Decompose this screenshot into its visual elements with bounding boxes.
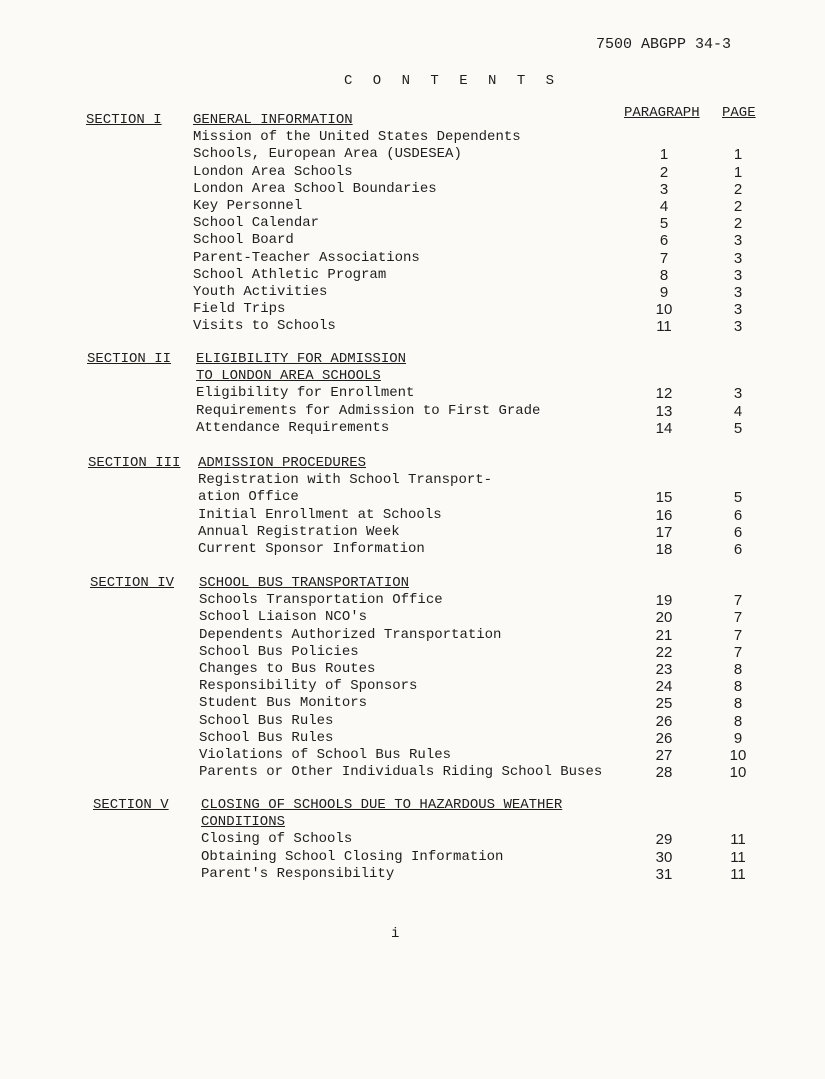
- entry-paragraph-number: 22: [655, 644, 673, 661]
- entry-page-number: 3: [733, 232, 743, 249]
- section-title: GENERAL INFORMATION: [193, 112, 353, 128]
- entry-title: Eligibility for Enrollment: [196, 385, 415, 401]
- entry-page-number: 2: [733, 198, 743, 215]
- section-label: SECTION III: [88, 455, 181, 471]
- entry-paragraph-number: 3: [659, 181, 669, 198]
- entry-paragraph-number: 21: [655, 627, 673, 644]
- entry-title: Initial Enrollment at Schools: [198, 507, 442, 523]
- entry-title: Obtaining School Closing Information: [201, 849, 504, 865]
- entry-title: Closing of Schools: [201, 831, 353, 847]
- entry-title: Key Personnel: [193, 198, 303, 214]
- entry-title: Dependents Authorized Transportation: [199, 627, 502, 643]
- entry-page-number: 5: [733, 489, 743, 506]
- page-column-header: PAGE: [722, 105, 756, 121]
- entry-paragraph-number: 26: [655, 730, 673, 747]
- entry-title: Parent-Teacher Associations: [193, 250, 420, 266]
- entry-title: School Bus Rules: [199, 713, 334, 729]
- entry-paragraph-number: 5: [659, 215, 669, 232]
- toc-entry: [0, 385, 760, 402]
- entry-page-number: 3: [733, 301, 743, 318]
- entry-page-number: 8: [733, 695, 743, 712]
- entry-paragraph-number: 17: [655, 524, 673, 541]
- entry-paragraph-number: 4: [659, 198, 669, 215]
- entry-title: Schools Transportation Office: [199, 592, 443, 608]
- entry-page-number: 8: [733, 661, 743, 678]
- entry-paragraph-number: 15: [655, 489, 673, 506]
- section-title: CLOSING OF SCHOOLS DUE TO HAZARDOUS WEATHER: [201, 797, 563, 813]
- toc-entry: [0, 198, 760, 215]
- entry-page-number: 1: [733, 164, 743, 181]
- toc-entry: [0, 678, 760, 695]
- entry-title: Parent's Responsibility: [201, 866, 395, 882]
- section-title: ELIGIBILITY FOR ADMISSION: [196, 351, 407, 367]
- entry-page-number: 3: [733, 318, 743, 335]
- entry-title: London Area Schools: [193, 164, 353, 180]
- toc-entry: [0, 541, 760, 558]
- toc-entry: [0, 146, 760, 163]
- entry-title: Mission of the United States Dependents: [193, 129, 521, 145]
- entry-title: Requirements for Admission to First Grade: [196, 403, 541, 419]
- entry-page-number: 7: [733, 609, 743, 626]
- toc-entry: [0, 215, 760, 232]
- section-title: ADMISSION PROCEDURES: [198, 455, 367, 471]
- entry-paragraph-number: 25: [655, 695, 673, 712]
- page-number: i: [391, 926, 400, 942]
- toc-entry: [0, 472, 760, 489]
- entry-page-number: 3: [733, 267, 743, 284]
- entry-page-number: 4: [733, 403, 743, 420]
- entry-paragraph-number: 6: [659, 232, 669, 249]
- entry-title: Attendance Requirements: [196, 420, 390, 436]
- section-label: SECTION IV: [90, 575, 175, 591]
- section-title: SCHOOL BUS TRANSPORTATION: [199, 575, 410, 591]
- entry-page-number: 11: [730, 866, 746, 883]
- entry-title: School Bus Rules: [199, 730, 334, 746]
- entry-page-number: 6: [733, 524, 743, 541]
- entry-paragraph-number: 8: [659, 267, 669, 284]
- entry-title: School Board: [193, 232, 294, 248]
- entry-page-number: 1: [733, 146, 743, 163]
- section-title: CONDITIONS: [201, 814, 286, 831]
- entry-page-number: 5: [733, 420, 743, 437]
- entry-title: Changes to Bus Routes: [199, 661, 376, 677]
- entry-title: School Liaison NCO's: [199, 609, 368, 625]
- entry-paragraph-number: 11: [656, 318, 672, 335]
- entry-page-number: 10: [729, 764, 747, 781]
- entry-paragraph-number: 1: [659, 146, 669, 163]
- entry-title: Parents or Other Individuals Riding School Buses: [199, 764, 603, 780]
- entry-paragraph-number: 16: [655, 507, 673, 524]
- toc-entry: [0, 489, 760, 506]
- toc-entry: [0, 318, 760, 335]
- toc-entry: [0, 730, 760, 747]
- entry-title: London Area School Boundaries: [193, 181, 437, 197]
- entry-title: Annual Registration Week: [198, 524, 400, 540]
- entry-title: Youth Activities: [193, 284, 328, 300]
- entry-paragraph-number: 14: [655, 420, 673, 437]
- entry-paragraph-number: 23: [655, 661, 673, 678]
- section-label: SECTION II: [87, 351, 172, 367]
- toc-entry: [0, 267, 760, 284]
- entry-paragraph-number: 24: [655, 678, 673, 695]
- entry-paragraph-number: 9: [659, 284, 669, 301]
- toc-entry: [0, 164, 760, 181]
- toc-entry: [0, 695, 760, 712]
- entry-title: Visits to Schools: [193, 318, 336, 334]
- entry-page-number: 8: [733, 713, 743, 730]
- entry-title: Registration with School Transport-: [198, 472, 493, 488]
- entry-page-number: 7: [733, 644, 743, 661]
- entry-title: School Bus Policies: [199, 644, 359, 660]
- entry-paragraph-number: 10: [655, 301, 673, 318]
- toc-entry: [0, 849, 760, 866]
- entry-page-number: 3: [733, 284, 743, 301]
- entry-paragraph-number: 28: [655, 764, 673, 781]
- toc-entry: [0, 609, 760, 626]
- entry-page-number: 7: [733, 592, 743, 609]
- toc-entry: [0, 831, 760, 848]
- entry-paragraph-number: 19: [655, 592, 673, 609]
- entry-title: Field Trips: [193, 301, 286, 317]
- toc-entry: [0, 507, 760, 524]
- toc-entry: [0, 764, 760, 781]
- toc-entry: [0, 524, 760, 541]
- entry-title: School Athletic Program: [193, 267, 387, 283]
- entry-paragraph-number: 7: [659, 250, 669, 267]
- toc-entry: [0, 301, 760, 318]
- document-code: 7500 ABGPP 34-3: [596, 36, 732, 53]
- toc-entry: [0, 232, 760, 249]
- entry-page-number: 11: [730, 849, 746, 866]
- section-label: SECTION I: [86, 112, 162, 128]
- entry-paragraph-number: 29: [655, 831, 673, 848]
- toc-entry: [0, 747, 760, 764]
- entry-paragraph-number: 31: [655, 866, 673, 883]
- entry-page-number: 10: [729, 747, 747, 764]
- entry-paragraph-number: 18: [655, 541, 673, 558]
- section-title: TO LONDON AREA SCHOOLS: [196, 368, 381, 385]
- entry-page-number: 6: [733, 541, 743, 558]
- entry-title: Current Sponsor Information: [198, 541, 425, 557]
- entry-page-number: 7: [733, 627, 743, 644]
- entry-title: ation Office: [198, 489, 299, 505]
- toc-entry: [0, 866, 760, 883]
- entry-paragraph-number: 30: [655, 849, 673, 866]
- toc-entry: [0, 420, 760, 437]
- paragraph-column-header: PARAGRAPH: [624, 105, 700, 121]
- entry-title: School Calendar: [193, 215, 320, 231]
- section-label: SECTION V: [93, 797, 169, 813]
- entry-paragraph-number: 13: [655, 403, 673, 420]
- entry-title: Schools, European Area (USDESEA): [193, 146, 462, 162]
- entry-title: Violations of School Bus Rules: [199, 747, 452, 763]
- entry-paragraph-number: 20: [655, 609, 673, 626]
- entry-paragraph-number: 12: [655, 385, 673, 402]
- toc-entry: [0, 181, 760, 198]
- entry-page-number: 3: [733, 385, 743, 402]
- toc-entry: [0, 284, 760, 301]
- toc-entry: [0, 713, 760, 730]
- entry-page-number: 3: [733, 250, 743, 267]
- toc-entry: [0, 250, 760, 267]
- toc-entry: [0, 129, 760, 146]
- toc-entry: [0, 644, 760, 661]
- entry-page-number: 8: [733, 678, 743, 695]
- entry-page-number: 9: [733, 730, 743, 747]
- toc-entry: [0, 627, 760, 644]
- entry-page-number: 2: [733, 181, 743, 198]
- toc-entry: [0, 592, 760, 609]
- entry-title: Student Bus Monitors: [199, 695, 368, 711]
- toc-entry: [0, 403, 760, 420]
- entry-paragraph-number: 26: [655, 713, 673, 730]
- entry-title: Responsibility of Sponsors: [199, 678, 418, 694]
- entry-page-number: 2: [733, 215, 743, 232]
- entry-paragraph-number: 2: [659, 164, 669, 181]
- toc-entry: [0, 661, 760, 678]
- entry-paragraph-number: 27: [655, 747, 673, 764]
- entry-page-number: 6: [733, 507, 743, 524]
- entry-page-number: 11: [730, 831, 746, 848]
- contents-title: C O N T E N T S: [344, 73, 561, 89]
